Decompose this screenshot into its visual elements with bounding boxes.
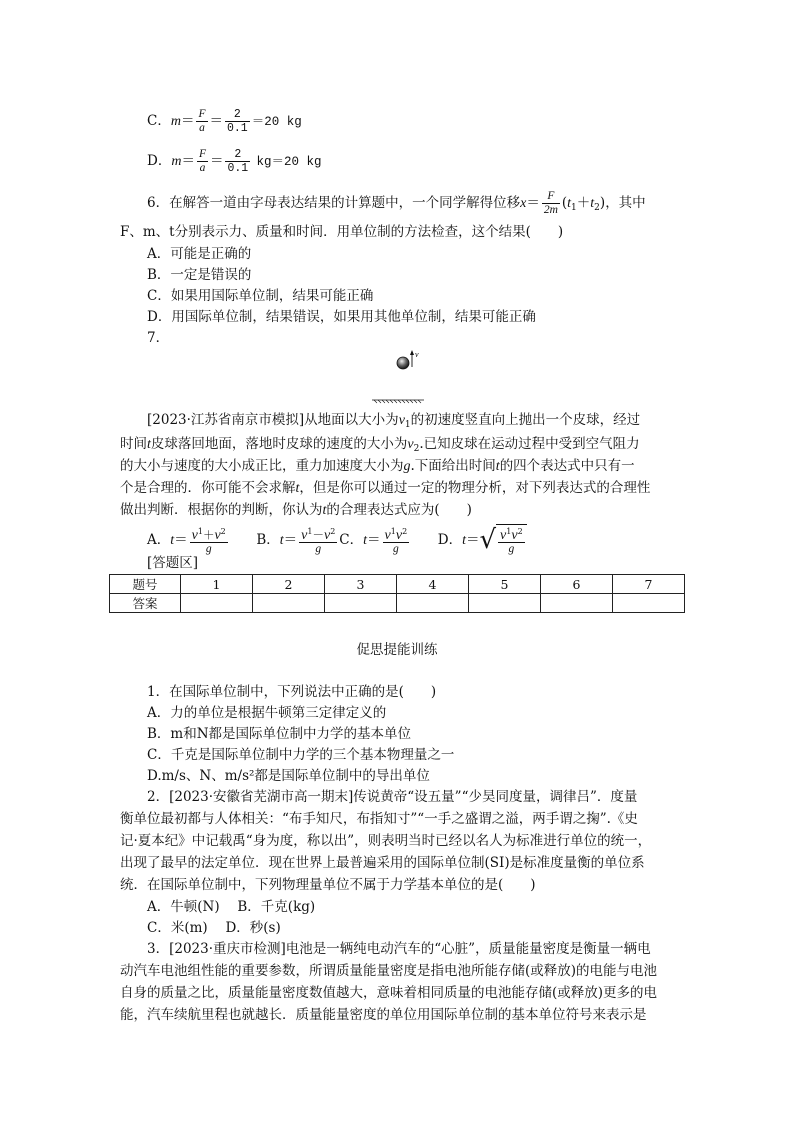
q7-stem-line2: 时间t皮球落回地面，落地时皮球的速度的大小为$v_2$.已知皮球在运动过程中受到空气阻力 [120, 436, 640, 454]
ball-icon [397, 357, 409, 369]
q7-stem-line3: 的大小与速度的大小成正比，重力加速度大小为g.下面给出时间t的四个表达式中只有一 [120, 458, 635, 474]
p3-line2: 动汽车电池组性能的重要参数，所谓质量能量密度是指电池所能存储(或释放)的电能与电池 [120, 963, 658, 979]
p2-line3: 记·夏本纪》中记载禹“身为度，称以出”，则表明当时已经以名人为标准进行单位的统一， [120, 833, 652, 849]
q6-option-b: B．一定是错误的 [147, 267, 252, 283]
p1-option-a: A．力的单位是根据牛顿第三定律定义的 [147, 705, 387, 721]
answer-cell[interactable] [181, 594, 253, 613]
answer-table-number-row [110, 575, 685, 594]
question-number-cell: 4 [397, 575, 469, 594]
q6-option-d: D．用国际单位制，结果错误，如果用其他单位制，结果可能正确 [147, 309, 536, 325]
p1-option-b: B．m和N都是国际单位制中力学的基本单位 [147, 726, 412, 742]
q6-option-a: A．可能是正确的 [147, 246, 252, 262]
answer-cell[interactable] [541, 594, 613, 613]
p2-options-row1: A．牛顿(N) B．千克(kg) [147, 899, 316, 915]
q7-stem-line4: 个是合理的．你可能不会求解t，但是你可以通过一定的物理分析，对下列表达式的合理性 [120, 480, 651, 496]
question-number-cell: 1 [181, 575, 253, 594]
p2-line1: 2．[2023·安徽省芜湖市高一期末]传说黄帝“设五量”“少昊同度量，调律吕”．度量 [147, 789, 638, 805]
p3-line4: 能，汽车续航里程也就越长．质量能量密度的单位用国际单位制的基本单位符号来表示是 [120, 1007, 647, 1023]
answer-cell[interactable] [325, 594, 397, 613]
ball-figure [370, 345, 426, 405]
row-header-answer: 答案 [110, 594, 181, 613]
q7-option-d: D．t＝√ $\frac{v^1v^2}{g}$ [438, 532, 527, 548]
p1-stem: 1．在国际单位制中，下列说法中正确的是( ) [147, 684, 437, 700]
answer-table [109, 574, 685, 613]
answer-table-answer-row [110, 594, 685, 613]
p2-line5: 统．在国际单位制中，下列物理量单位不属于力学基本单位的是( ) [120, 877, 536, 893]
question-number-cell: 2 [253, 575, 325, 594]
p1-option-d: D.m/s、N、m/s²都是国际单位制中的导出单位 [147, 768, 430, 784]
question-number-cell: 3 [325, 575, 397, 594]
q7-stem-line5: 做出判断．根据你的判断，你认为t的合理表达式应为( ) [120, 502, 472, 518]
answer-cell[interactable] [397, 594, 469, 613]
question-number-cell: 7 [613, 575, 685, 594]
answer-area-label: [答题区] [147, 555, 199, 571]
q7-option-a: A．t＝ $\frac{v^1+v^2}{g}$ [147, 526, 226, 555]
question-number-cell: 5 [469, 575, 541, 594]
answer-cell[interactable] [613, 594, 685, 613]
p2-line4: 出现了最早的法定单位．现在世界上最普遍采用的国际单位制(SI)是标准度量衡的单位系 [120, 855, 645, 871]
velocity-label: v [415, 350, 419, 359]
q6-stem-line2: F、m、t分别表示力、质量和时间．用单位制的方法检查，这个结果( ) [120, 224, 564, 240]
option-d-line: D．m＝ $\frac{F}{a}$ ＝ $\frac{2}{0.1}$ kg＝20 kg [147, 148, 322, 175]
q7-number: 7． [147, 330, 170, 346]
option-c-line: C．m＝ $\frac{F}{a}$ ＝ $\frac{2}{0.1}$ ＝20 kg [147, 108, 302, 135]
p2-line2: 衡单位最初都与人体相关：“布手知尺，布指知寸”“一手之盛谓之溢，两手谓之掬”.《史 [120, 811, 638, 827]
q6-stem-line1: 6．在解答一道由字母表达结果的计算题中，一个同学解得位移x＝ $\frac{F}{2m}$ $(t_1+t_2)$，其中 [147, 190, 646, 216]
section-title: 促思提能训练 [356, 642, 438, 658]
q7-option-c: C．t＝ $\frac{v^1v^2}{g}$ [339, 526, 408, 555]
p1-option-c: C．千克是国际单位制中力学的三个基本物理量之一 [147, 747, 455, 763]
q7-options [147, 524, 527, 556]
answer-cell[interactable] [469, 594, 541, 613]
q6-option-c: C．如果用国际单位制，结果可能正确 [147, 288, 374, 304]
p3-line3: 自身的质量之比，质量能量密度数值越大，意味着相同质量的电池能存储(或释放)更多的电 [120, 985, 658, 1001]
q7-option-b: B．t＝ $\frac{v^1-v^2}{g}$ [256, 526, 336, 555]
answer-cell[interactable] [253, 594, 325, 613]
p3-line1: 3．[2023·重庆市检测]电池是一辆纯电动汽车的“心脏”，质量能量密度是衡量一辆电 [147, 941, 651, 957]
p2-options-row2: C．米(m) D．秒(s) [147, 920, 281, 936]
row-header-number: 题号 [110, 575, 181, 594]
q7-stem-line1: [2023·江苏省南京市模拟]从地面以大小为$v_1$的初速度竖直向上抛出一个皮球，经过 [147, 412, 641, 430]
question-number-cell: 6 [541, 575, 613, 594]
